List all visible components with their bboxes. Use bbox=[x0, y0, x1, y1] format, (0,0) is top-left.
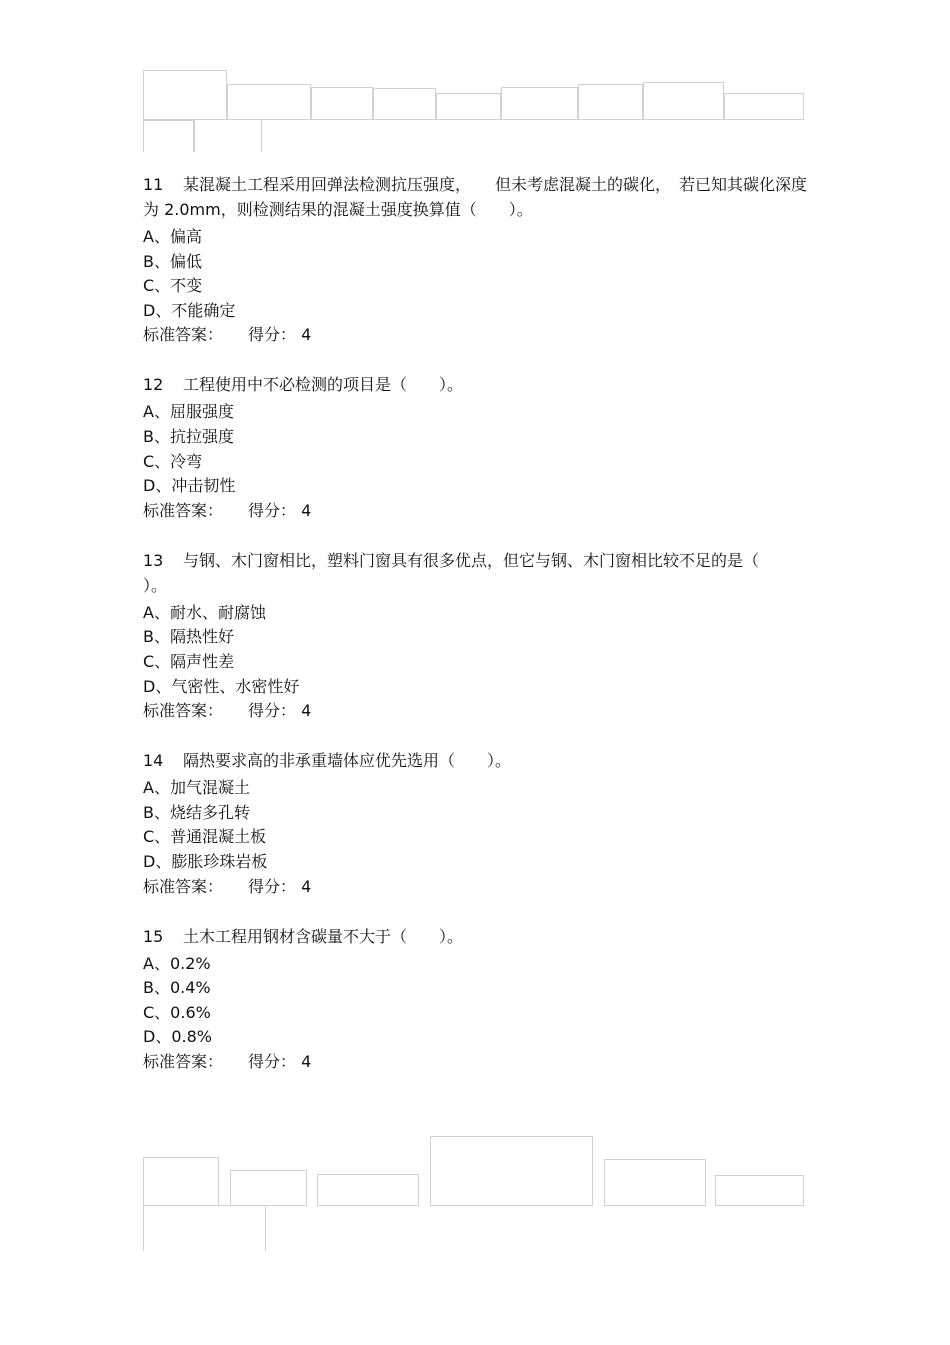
option-c: C、不变 bbox=[143, 276, 203, 296]
frame-box bbox=[724, 93, 804, 120]
option-c: C、隔声性差 bbox=[143, 651, 235, 671]
answer-line bbox=[143, 323, 808, 347]
option-d: D、膨胀珍珠岩板 bbox=[143, 851, 268, 871]
option-c: C、0.6% bbox=[143, 1002, 211, 1022]
option-b: B、0.4% bbox=[143, 978, 211, 998]
question-title bbox=[143, 548, 783, 598]
score-value: 4 bbox=[301, 876, 312, 896]
question-number: 11 bbox=[143, 175, 164, 194]
frame-box bbox=[715, 1175, 804, 1206]
option-list bbox=[143, 776, 808, 874]
question-12 bbox=[143, 372, 808, 522]
frame-box bbox=[143, 120, 194, 152]
score-label: 得分： bbox=[248, 876, 297, 896]
question-title bbox=[143, 172, 808, 222]
option-a: A、耐水、耐腐蚀 bbox=[143, 602, 266, 622]
frame-box bbox=[604, 1159, 706, 1206]
frame-box bbox=[143, 1157, 219, 1206]
question-text: 工程使用中不必检测的项目是（ ）。 bbox=[183, 375, 464, 395]
frame-box bbox=[436, 93, 501, 120]
frame-box bbox=[143, 70, 227, 120]
question-14 bbox=[143, 748, 808, 898]
option-list bbox=[143, 400, 808, 498]
frame-box bbox=[311, 87, 373, 120]
answer-label: 标准答案： bbox=[143, 876, 224, 896]
answer-label: 标准答案： bbox=[143, 325, 224, 345]
option-a: A、0.2% bbox=[143, 953, 211, 973]
option-b: B、烧结多孔转 bbox=[143, 802, 250, 822]
score-value: 4 bbox=[301, 325, 312, 345]
question-number: 14 bbox=[143, 751, 164, 771]
question-text: 与钢、木门窗相比，塑料门窗具有很多优点，但它与钢、木门窗相比较不足的是（ ）。 bbox=[143, 550, 760, 595]
question-text: 某混凝土工程采用回弹法检测抗压强度， 但未考虑混凝土的碳化， 若已知其碳化深度为 2.0mm，则检测结果的混凝土强度换算值（ ）。 bbox=[143, 175, 808, 219]
question-number: 15 bbox=[143, 926, 164, 946]
option-d: D、冲击韧性 bbox=[143, 476, 236, 496]
frame-box bbox=[430, 1136, 593, 1206]
option-b: B、隔热性好 bbox=[143, 627, 234, 647]
frame-box bbox=[501, 87, 578, 120]
score-label: 得分： bbox=[248, 325, 297, 345]
option-d: D、0.8% bbox=[143, 1027, 212, 1047]
answer-line bbox=[143, 1050, 808, 1074]
question-number: 13 bbox=[143, 550, 164, 570]
score-value: 4 bbox=[301, 1051, 312, 1071]
answer-line bbox=[143, 875, 808, 899]
question-15 bbox=[143, 924, 808, 1074]
score-value: 4 bbox=[301, 500, 312, 520]
option-list bbox=[143, 601, 808, 699]
option-b: B、偏低 bbox=[143, 251, 202, 271]
score-value: 4 bbox=[301, 701, 312, 721]
question-text: 隔热要求高的非承重墙体应优先选用（ ）。 bbox=[183, 751, 512, 771]
answer-label: 标准答案： bbox=[143, 701, 224, 721]
question-list bbox=[143, 172, 808, 1099]
question-number: 12 bbox=[143, 375, 164, 395]
option-a: A、加气混凝土 bbox=[143, 778, 250, 798]
score-label: 得分： bbox=[248, 500, 297, 520]
option-list bbox=[143, 225, 808, 323]
question-11 bbox=[143, 172, 808, 347]
score-label: 得分： bbox=[248, 1051, 297, 1071]
question-title bbox=[143, 748, 808, 773]
option-d: D、不能确定 bbox=[143, 300, 236, 320]
frame-box bbox=[373, 88, 436, 120]
frame-box bbox=[194, 119, 262, 152]
frame-box bbox=[227, 84, 311, 120]
question-title bbox=[143, 372, 808, 397]
answer-line bbox=[143, 699, 808, 723]
option-a: A、偏高 bbox=[143, 227, 202, 246]
frame-box bbox=[643, 82, 724, 120]
answer-line bbox=[143, 499, 808, 523]
question-text: 土木工程用钢材含碳量不大于（ ）。 bbox=[183, 926, 464, 946]
option-c: C、冷弯 bbox=[143, 451, 203, 471]
answer-label: 标准答案： bbox=[143, 500, 224, 520]
option-list bbox=[143, 952, 808, 1050]
frame-box bbox=[317, 1174, 419, 1206]
frame-box bbox=[578, 84, 643, 120]
option-d: D、气密性、水密性好 bbox=[143, 676, 300, 696]
answer-label: 标准答案： bbox=[143, 1051, 224, 1071]
score-label: 得分： bbox=[248, 701, 297, 721]
question-title bbox=[143, 924, 808, 949]
option-c: C、普通混凝土板 bbox=[143, 827, 267, 847]
option-a: A、屈服强度 bbox=[143, 402, 234, 422]
question-13 bbox=[143, 548, 808, 723]
frame-box bbox=[143, 1205, 266, 1251]
option-b: B、抗拉强度 bbox=[143, 426, 234, 446]
frame-box bbox=[230, 1170, 307, 1206]
